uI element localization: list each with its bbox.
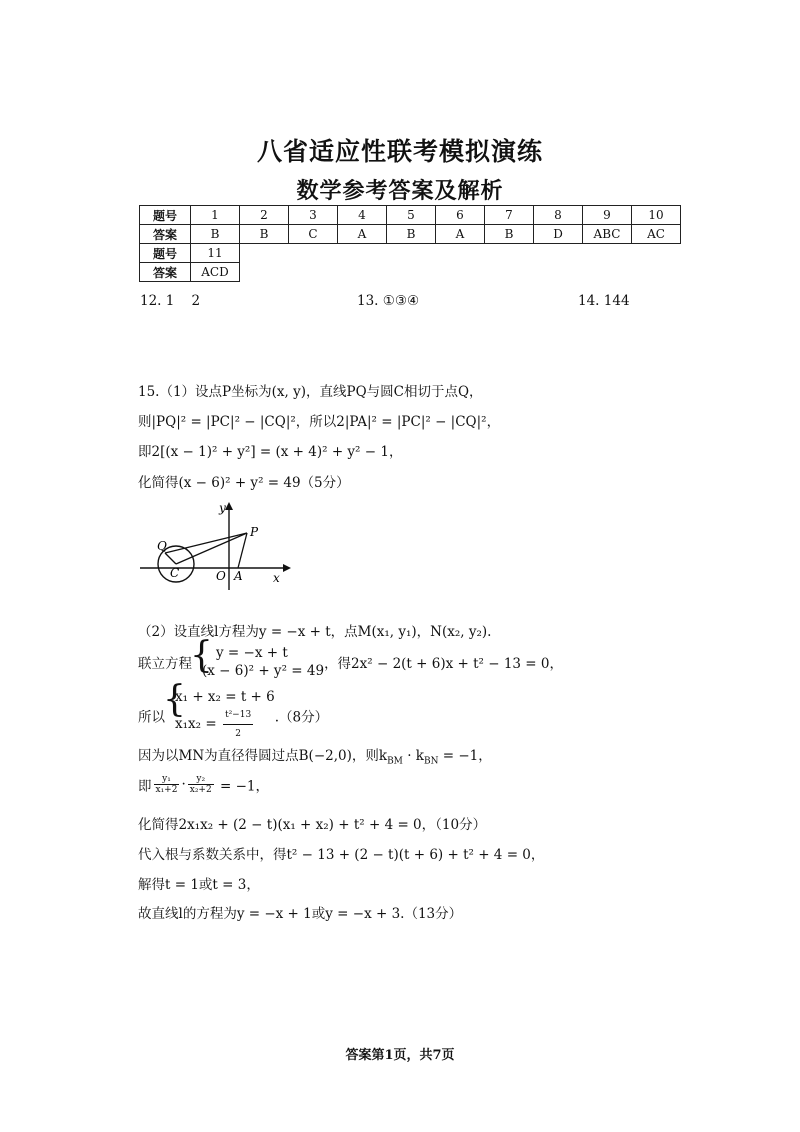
fraction-1	[154, 774, 180, 795]
system-equations	[138, 644, 563, 680]
question-number: 4	[338, 206, 387, 225]
label-x: x	[273, 571, 280, 585]
vieta-suffix: .（8分）	[274, 709, 329, 726]
slope-sub-bm: BM	[387, 756, 403, 767]
question-number: 11	[191, 244, 240, 263]
answer-cell: B	[240, 225, 289, 244]
answer-cell: ACD	[191, 263, 240, 282]
header-label: 题号	[140, 206, 191, 225]
question-number: 10	[632, 206, 681, 225]
fraction-denominator: 2	[235, 729, 241, 739]
label-p: P	[250, 525, 259, 539]
system-eq1: { y = −x + t	[216, 645, 288, 661]
answer-cell: ABC	[583, 225, 632, 244]
y-axis-arrow	[225, 502, 233, 510]
page-footer: 答案第1页，共7页	[345, 1048, 455, 1063]
vieta-prefix: 所以	[138, 709, 165, 726]
answer-q12: 12. 1 2	[140, 293, 201, 309]
slope-sub-bn: BN	[423, 756, 439, 767]
solution-line: 15.（1）设点P坐标为(x, y)，直线PQ与圆C相切于点Q，	[138, 384, 483, 400]
question-number: 3	[289, 206, 338, 225]
solution-line: 解得t = 1或t = 3，	[138, 877, 260, 893]
header-label: 题号	[140, 244, 191, 263]
table-row	[140, 263, 681, 282]
table-row	[140, 225, 681, 244]
label-a: A	[234, 569, 243, 583]
slope-text: 因为以MN为直径得圆过点B(−2,0)，则k	[138, 748, 388, 764]
label-q: Q	[157, 539, 167, 553]
line5-prefix: 即	[138, 778, 152, 795]
slope-mid: · k	[402, 748, 424, 764]
solution-line: 即 $\frac{\text{y₁}}{\text{x₁+2}}$ · $\frac{\text{y₂}}{\text{x₂+2}}$ = −1，	[138, 774, 269, 795]
vieta-equations	[138, 688, 328, 743]
solution-line: 则|PQ|² = |PC|² − |CQ|²，所以2|PA|² = |PC|² − |CQ|²，	[138, 414, 501, 430]
question-number: 1	[191, 206, 240, 225]
label-c: C	[170, 566, 180, 580]
solution-line: 化简得(x − 6)² + y² = 49（5分）	[138, 475, 350, 491]
system-brace	[192, 644, 324, 680]
vieta-eq2-left: x₁x₂ =	[175, 716, 221, 732]
solution-line: 化简得2x₁x₂ + (2 − t)(x₁ + x₂) + t² + 4 = 0，（10分）	[138, 817, 487, 833]
answer-q14: 14. 144	[578, 293, 630, 309]
answer-label: 答案	[140, 263, 191, 282]
fraction-denominator: x₂+2	[189, 785, 212, 795]
x-axis-arrow	[283, 564, 291, 572]
line-pc	[176, 533, 247, 564]
geometry-figure	[135, 496, 295, 592]
slope-end: = −1，	[438, 748, 492, 764]
fraction-2	[188, 774, 214, 795]
answer-q13: 13. ①③④	[357, 293, 420, 309]
solution-line: 代入根与系数关系中，得t² − 13 + (2 − t)(t + 6) + t² + 4 = 0，	[138, 847, 545, 863]
question-number: 8	[534, 206, 583, 225]
vieta-brace	[165, 688, 275, 743]
table-row	[140, 244, 681, 263]
vieta-eq2	[175, 706, 275, 743]
line5-end: = −1，	[215, 778, 269, 795]
solution-line: 故直线l的方程为y = −x + 1或y = −x + 3.（13分）	[138, 906, 463, 922]
question-number: 6	[436, 206, 485, 225]
answer-table	[139, 205, 681, 282]
page-subtitle: 数学参考答案及解析	[296, 178, 504, 204]
answer-cell: A	[338, 225, 387, 244]
answer-cell: B	[485, 225, 534, 244]
question-number: 7	[485, 206, 534, 225]
vieta-fraction	[223, 706, 253, 743]
line-pq	[165, 533, 247, 553]
question-number: 2	[240, 206, 289, 225]
vieta-eq1: { x₁ + x₂ = t + 6	[175, 689, 275, 705]
answer-cell: A	[436, 225, 485, 244]
table-row	[140, 206, 681, 225]
fraction-denominator: x₁+2	[155, 785, 178, 795]
answer-cell: C	[289, 225, 338, 244]
label-o: O	[216, 569, 226, 583]
line-pa	[238, 533, 247, 568]
question-number: 5	[387, 206, 436, 225]
answer-cell: B	[191, 225, 240, 244]
label-y: y	[219, 501, 226, 515]
system-eq2: (x − 6)² + y² = 49	[202, 663, 325, 679]
answer-label: 答案	[140, 225, 191, 244]
answer-cell: AC	[632, 225, 681, 244]
solution-line: 即2[(x − 1)² + y²] = (x + 4)² + y² − 1，	[138, 444, 403, 460]
answer-cell: D	[534, 225, 583, 244]
answer-cell: B	[387, 225, 436, 244]
solution-line: （2）设直线l方程为y = −x + t，点M(x₁, y₁)，N(x₂, y₂).	[138, 624, 492, 640]
line-cq	[165, 553, 176, 564]
solution-line	[138, 744, 492, 767]
system-suffix: ，得2x² − 2(t + 6)x + t² − 13 = 0，	[324, 656, 564, 672]
fraction-numerator: t²−13	[223, 706, 253, 725]
page-title: 八省适应性联考模拟演练	[256, 137, 543, 166]
fraction-numerator: y₂	[188, 774, 214, 785]
question-number: 9	[583, 206, 632, 225]
fraction-numerator: y₁	[154, 774, 180, 785]
system-prefix: 联立方程	[138, 656, 192, 672]
